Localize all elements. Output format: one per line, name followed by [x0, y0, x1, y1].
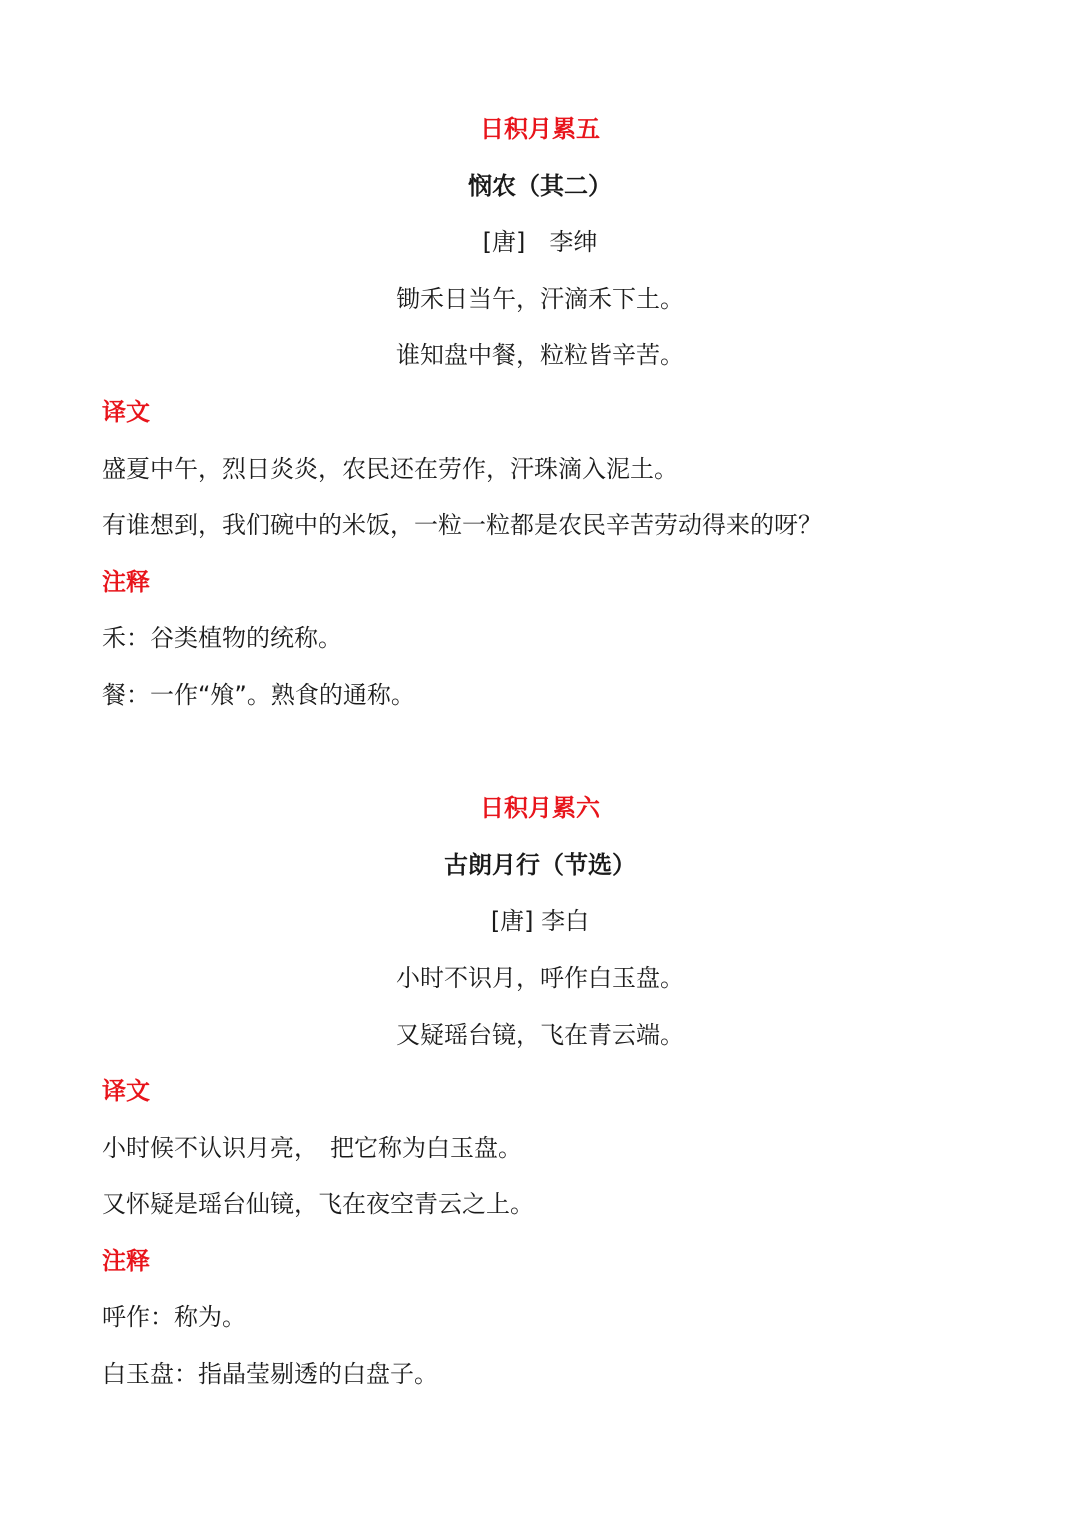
poem-verse: 谁知盘中餐，粒粒皆辛苦。 — [396, 341, 684, 370]
poem-verse: 又疑瑶台镜，飞在青云端。 — [396, 1020, 684, 1049]
section-gap — [102, 724, 978, 781]
poem-author: [唐] 李绅 — [482, 228, 598, 257]
section-heading: 日积月累五 — [480, 115, 600, 143]
notes-label: 注释 — [102, 567, 150, 596]
translation-line: 小时候不认识月亮， 把它称为白玉盘。 — [102, 1133, 522, 1162]
poem-verse: 小时不识月，呼作白玉盘。 — [396, 963, 684, 992]
poem-verse: 锄禾日当午，汗滴禾下土。 — [396, 284, 684, 313]
poem-title: 古朗月行（节选） — [444, 850, 636, 879]
note-line: 呼作：称为。 — [102, 1303, 246, 1332]
note-line: 餐：一作“飧”。熟食的通称。 — [102, 680, 415, 709]
translation-line: 又怀疑是瑶台仙镜，飞在夜空青云之上。 — [102, 1190, 534, 1219]
notes-label: 注释 — [102, 1246, 150, 1275]
translation-line: 有谁想到，我们碗中的米饭，一粒一粒都是农民辛苦劳动得来的呀？ — [102, 511, 822, 540]
section-5 — [102, 101, 978, 724]
poem-author: [唐] 李白 — [490, 907, 590, 936]
translation-line: 盛夏中午，烈日炎炎，农民还在劳作，汗珠滴入泥土。 — [102, 454, 678, 483]
translation-label: 译文 — [102, 1077, 150, 1106]
note-line: 禾：谷类植物的统称。 — [102, 624, 342, 653]
poem-title: 悯农（其二） — [468, 171, 612, 200]
translation-label: 译文 — [102, 397, 150, 426]
document — [102, 101, 978, 1403]
section-heading: 日积月累六 — [480, 794, 600, 823]
section-6 — [102, 780, 978, 1403]
note-line: 白玉盘：指晶莹剔透的白盘子。 — [102, 1360, 438, 1389]
